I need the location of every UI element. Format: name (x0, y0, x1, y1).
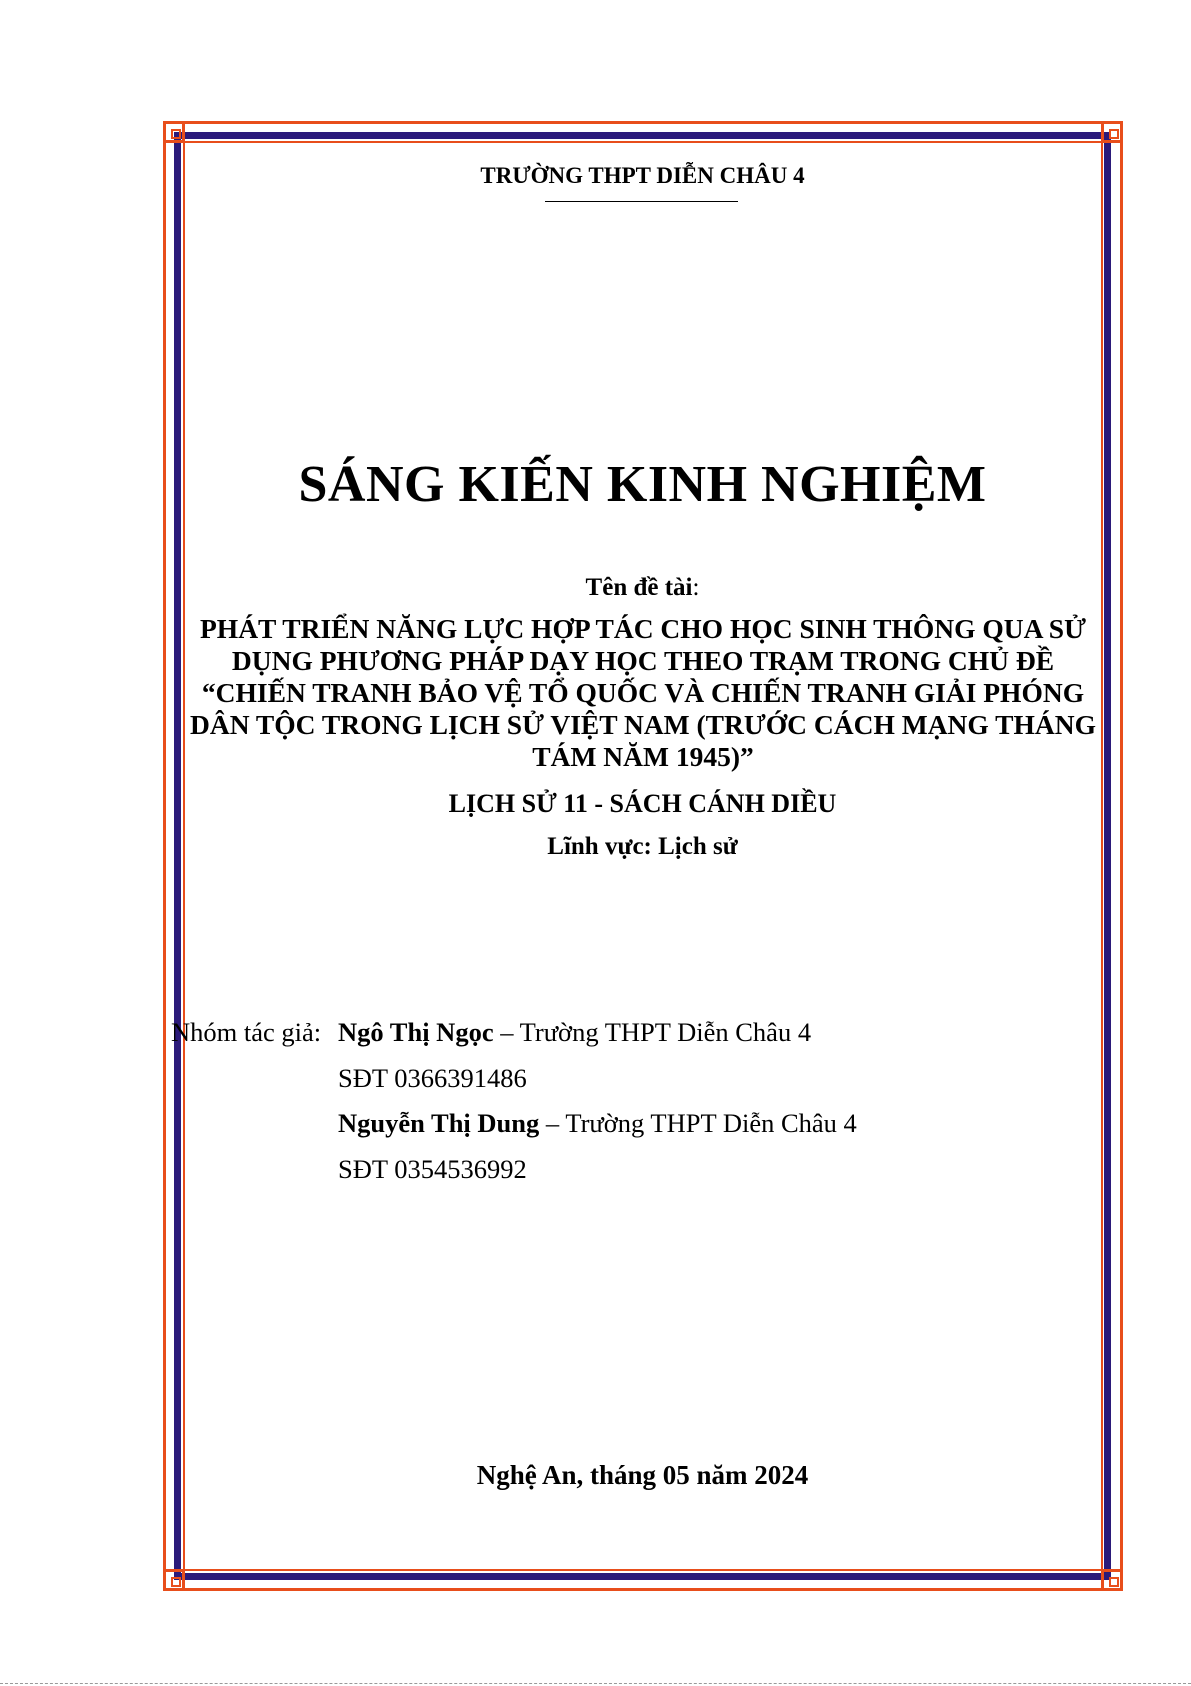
topic-label (175, 574, 1110, 602)
corner-ornament-bottom-left (163, 1569, 185, 1591)
topic-line: PHÁT TRIỂN NĂNG LỰC HỢP TÁC CHO HỌC SINH THÔNG QUA SỬ (200, 613, 1086, 644)
topic-line: DÂN TỘC TRONG LỊCH SỬ VIỆT NAM (TRƯỚC CÁCH MẠNG THÁNG (189, 709, 1097, 740)
topic-line: “CHIẾN TRANH BẢO VỆ TỔ QUỐC VÀ CHIẾN TRANH GIẢI PHÓNG (201, 677, 1085, 708)
author-1-name: Ngô Thị Ngọc (338, 1017, 494, 1047)
corner-ornament-top-left (163, 121, 185, 143)
author-1 (338, 1010, 811, 1056)
topic-line: DỤNG PHƯƠNG PHÁP DẠY HỌC THEO TRẠM TRONG CHỦ ĐỀ (231, 645, 1055, 676)
author-2-name: Nguyễn Thị Dung (338, 1108, 540, 1138)
topic-label-colon: : (692, 574, 700, 601)
subject-line: LỊCH SỬ 11 - SÁCH CÁNH DIỀU (448, 789, 837, 818)
place-and-date: Nghệ An, tháng 05 năm 2024 (476, 1460, 809, 1490)
author-2-school: – Trường THPT Diễn Châu 4 (539, 1108, 857, 1138)
page-bottom-edge (0, 1683, 1191, 1684)
author-1-phone: SĐT 0366391486 (338, 1062, 527, 1093)
school-underline (545, 201, 738, 202)
document-title: SÁNG KIẾN KINH NGHIỆM (298, 456, 987, 513)
author-2-phone: SĐT 0354536992 (338, 1153, 527, 1184)
corner-ornament-bottom-right (1101, 1569, 1123, 1591)
author-2 (338, 1101, 857, 1147)
topic-line: TÁM NĂM 1945)” (532, 741, 754, 772)
authors-label: Nhóm tác giả: (171, 1017, 322, 1047)
school-name: TRƯỜNG THPT DIỄN CHÂU 4 (480, 163, 805, 188)
corner-ornament-top-right (1101, 121, 1123, 143)
author-1-school: – Trường THPT Diễn Châu 4 (493, 1017, 812, 1047)
topic-title (168, 613, 1118, 773)
field-line: Lĩnh vực: Lịch sử (547, 833, 738, 860)
topic-label-text: Tên đề tài (585, 574, 693, 601)
